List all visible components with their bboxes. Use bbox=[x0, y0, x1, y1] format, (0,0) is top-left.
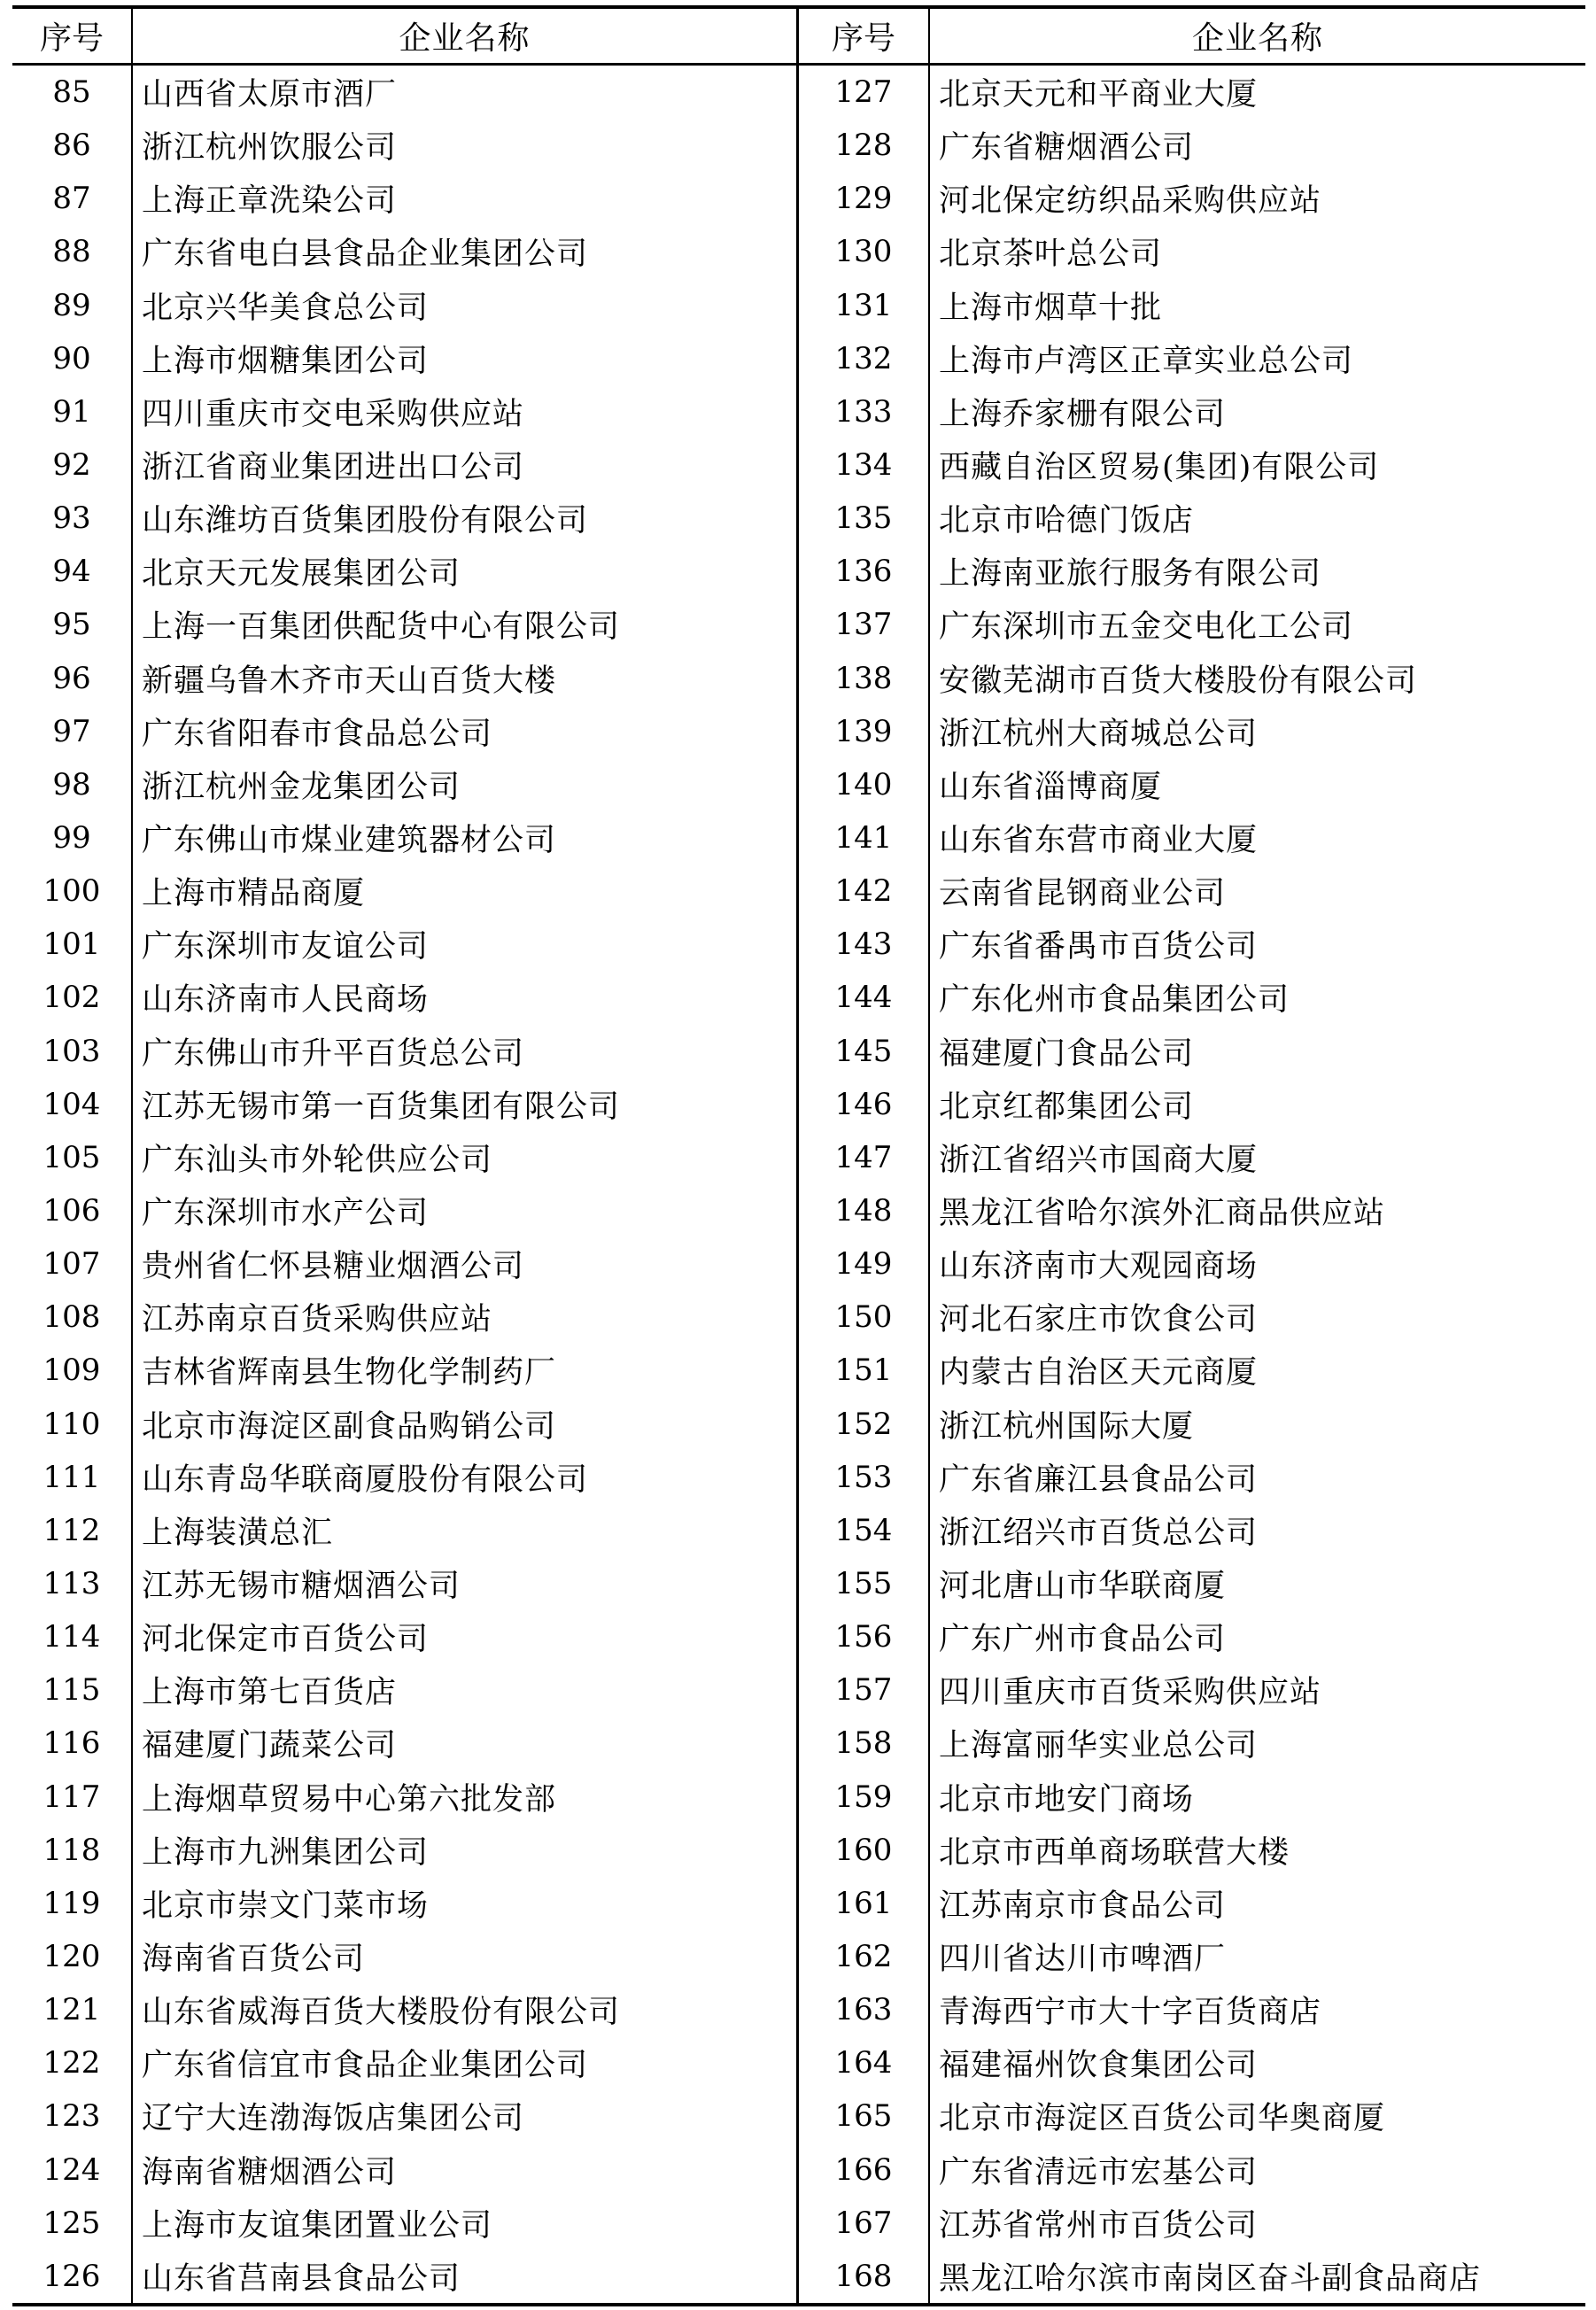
right-serial-cell: 128 bbox=[799, 119, 930, 172]
right-serial-cell: 153 bbox=[799, 1451, 930, 1504]
left-serial-cell: 119 bbox=[12, 1877, 133, 1930]
right-name-cell: 上海富丽华实业总公司 bbox=[939, 1728, 1259, 1764]
right-name-cell: 北京市哈德门饭店 bbox=[939, 503, 1195, 539]
left-name-cell: 上海烟草贸易中心第六批发部 bbox=[133, 1771, 799, 1824]
left-serial-cell: 90 bbox=[12, 332, 133, 385]
right-name-cell: 黑龙江省哈尔滨外汇商品供应站 bbox=[939, 1196, 1386, 1232]
left-serial-cell: 120 bbox=[12, 1930, 133, 1983]
right-name-cell: 浙江省绍兴市国商大厦 bbox=[939, 1142, 1259, 1178]
left-serial-cell: 96 bbox=[12, 652, 133, 705]
left-serial-cell: 110 bbox=[12, 1398, 133, 1451]
left-name-cell: 山西省太原市酒厂 bbox=[133, 66, 799, 119]
right-name-cell: 河北保定纺织品采购供应站 bbox=[939, 183, 1322, 220]
left-serial-cell: 95 bbox=[12, 598, 133, 651]
table-row bbox=[12, 1663, 1585, 1717]
left-name-cell: 北京市崇文门菜市场 bbox=[133, 1877, 799, 1930]
table-row bbox=[12, 66, 1585, 119]
table-row bbox=[12, 1824, 1585, 1877]
table-row bbox=[12, 492, 1585, 545]
left-name-cell: 吉林省辉南县生物化学制药厂 bbox=[133, 1344, 799, 1397]
left-serial-cell: 101 bbox=[12, 918, 133, 971]
left-serial-cell: 124 bbox=[12, 2143, 133, 2196]
right-serial-cell: 139 bbox=[799, 705, 930, 758]
right-serial-cell: 136 bbox=[799, 545, 930, 598]
table-row bbox=[12, 119, 1585, 172]
right-name-cell: 北京市地安门商场 bbox=[939, 1781, 1195, 1818]
left-serial-cell: 125 bbox=[12, 2197, 133, 2250]
right-name-cell: 上海乔家栅有限公司 bbox=[939, 396, 1227, 432]
right-name-cell: 山东省淄博商厦 bbox=[939, 769, 1163, 805]
left-name-cell: 河北保定市百货公司 bbox=[133, 1610, 799, 1663]
table-row bbox=[12, 1930, 1585, 1983]
left-name-cell: 北京市海淀区副食品购销公司 bbox=[133, 1398, 799, 1451]
right-serial-cell: 143 bbox=[799, 918, 930, 971]
left-name-cell: 福建厦门蔬菜公司 bbox=[133, 1717, 799, 1770]
left-name-cell: 海南省百货公司 bbox=[133, 1930, 799, 1983]
table-row bbox=[12, 918, 1585, 971]
right-serial-cell: 133 bbox=[799, 385, 930, 438]
left-serial-cell: 109 bbox=[12, 1344, 133, 1397]
table-row bbox=[12, 811, 1585, 864]
table-row bbox=[12, 2089, 1585, 2143]
left-name-cell: 北京兴华美食总公司 bbox=[133, 279, 799, 332]
left-serial-cell: 107 bbox=[12, 1237, 133, 1291]
left-serial-cell: 112 bbox=[12, 1504, 133, 1557]
left-serial-cell: 97 bbox=[12, 705, 133, 758]
right-name-cell: 浙江杭州国际大厦 bbox=[939, 1408, 1195, 1445]
left-name-cell: 广东省电白县食品企业集团公司 bbox=[133, 225, 799, 278]
right-name-cell: 北京市海淀区百货公司华奥商厦 bbox=[939, 2101, 1386, 2137]
table-row bbox=[12, 1877, 1585, 1930]
left-name-cell: 山东潍坊百货集团股份有限公司 bbox=[133, 492, 799, 545]
right-serial-cell: 137 bbox=[799, 598, 930, 651]
right-name-cell: 西藏自治区贸易(集团)有限公司 bbox=[939, 450, 1380, 486]
left-name-cell: 山东济南市人民商场 bbox=[133, 971, 799, 1024]
right-serial-cell: 130 bbox=[799, 225, 930, 278]
left-serial-cell: 126 bbox=[12, 2250, 133, 2303]
left-name-cell: 上海市精品商厦 bbox=[133, 864, 799, 918]
left-serial-cell: 123 bbox=[12, 2089, 133, 2143]
right-name-cell: 福建厦门食品公司 bbox=[939, 1035, 1195, 1072]
left-name-cell: 浙江杭州饮服公司 bbox=[133, 119, 799, 172]
left-serial-cell: 113 bbox=[12, 1557, 133, 1610]
left-name-cell: 广东佛山市煤业建筑器材公司 bbox=[133, 811, 799, 864]
right-name-cell: 北京红都集团公司 bbox=[939, 1089, 1195, 1125]
table-row bbox=[12, 1398, 1585, 1451]
left-serial-cell: 108 bbox=[12, 1291, 133, 1344]
table-row bbox=[12, 225, 1585, 278]
right-name-cell: 山东济南市大观园商场 bbox=[939, 1249, 1259, 1285]
left-serial-cell: 114 bbox=[12, 1610, 133, 1663]
left-name-cell: 广东佛山市升平百货总公司 bbox=[133, 1025, 799, 1078]
right-name-cell: 云南省昆钢商业公司 bbox=[939, 876, 1227, 912]
right-serial-cell: 142 bbox=[799, 864, 930, 918]
right-serial-cell: 150 bbox=[799, 1291, 930, 1344]
right-serial-cell: 127 bbox=[799, 66, 930, 119]
table-row bbox=[12, 1771, 1585, 1824]
table-row bbox=[12, 2036, 1585, 2089]
right-name-cell: 福建福州饮食集团公司 bbox=[939, 2048, 1259, 2084]
table-row bbox=[12, 705, 1585, 758]
table-row bbox=[12, 172, 1585, 225]
left-serial-cell: 99 bbox=[12, 811, 133, 864]
table-header-row bbox=[12, 9, 1585, 66]
right-serial-cell: 144 bbox=[799, 971, 930, 1024]
header-serial-right: 序号 bbox=[799, 9, 930, 63]
right-serial-cell: 156 bbox=[799, 1610, 930, 1663]
table-row bbox=[12, 1291, 1585, 1344]
left-name-cell: 山东青岛华联商厦股份有限公司 bbox=[133, 1451, 799, 1504]
right-serial-cell: 138 bbox=[799, 652, 930, 705]
header-name-right: 企业名称 bbox=[1191, 20, 1323, 57]
left-name-cell: 广东省阳春市食品总公司 bbox=[133, 705, 799, 758]
left-serial-cell: 104 bbox=[12, 1078, 133, 1131]
right-serial-cell: 146 bbox=[799, 1078, 930, 1131]
left-name-cell: 广东深圳市友谊公司 bbox=[133, 918, 799, 971]
right-serial-cell: 129 bbox=[799, 172, 930, 225]
left-name-cell: 山东省威海百货大楼股份有限公司 bbox=[133, 1983, 799, 2036]
left-serial-cell: 116 bbox=[12, 1717, 133, 1770]
left-serial-cell: 105 bbox=[12, 1131, 133, 1184]
table-row bbox=[12, 652, 1585, 705]
left-serial-cell: 88 bbox=[12, 225, 133, 278]
table-row bbox=[12, 864, 1585, 918]
right-name-cell: 广东省糖烟酒公司 bbox=[939, 130, 1195, 167]
right-name-cell: 上海市烟草十批 bbox=[939, 290, 1163, 326]
right-serial-cell: 168 bbox=[799, 2250, 930, 2303]
right-name-cell: 北京天元和平商业大厦 bbox=[939, 77, 1259, 113]
left-serial-cell: 117 bbox=[12, 1771, 133, 1824]
right-name-cell: 四川省达川市啤酒厂 bbox=[939, 1941, 1227, 1977]
right-serial-cell: 166 bbox=[799, 2143, 930, 2196]
right-name-cell: 浙江杭州大商城总公司 bbox=[939, 716, 1259, 752]
right-name-cell: 广东省廉江县食品公司 bbox=[939, 1461, 1259, 1498]
right-serial-cell: 151 bbox=[799, 1344, 930, 1397]
right-name-cell: 山东省东营市商业大厦 bbox=[939, 823, 1259, 859]
table-row bbox=[12, 385, 1585, 438]
left-serial-cell: 85 bbox=[12, 66, 133, 119]
right-name-cell: 广东省番禺市百货公司 bbox=[939, 929, 1259, 965]
table-row bbox=[12, 1610, 1585, 1663]
table-row bbox=[12, 1131, 1585, 1184]
table-row bbox=[12, 1717, 1585, 1770]
left-name-cell: 四川重庆市交电采购供应站 bbox=[133, 385, 799, 438]
left-name-cell: 广东汕头市外轮供应公司 bbox=[133, 1131, 799, 1184]
left-name-cell: 山东省莒南县食品公司 bbox=[133, 2250, 799, 2303]
right-name-cell: 四川重庆市百货采购供应站 bbox=[939, 1675, 1322, 1711]
table-row bbox=[12, 2143, 1585, 2196]
left-serial-cell: 102 bbox=[12, 971, 133, 1024]
table-row bbox=[12, 545, 1585, 598]
left-serial-cell: 89 bbox=[12, 279, 133, 332]
left-name-cell: 贵州省仁怀县糖业烟酒公司 bbox=[133, 1237, 799, 1291]
right-name-cell: 北京茶叶总公司 bbox=[939, 236, 1163, 273]
right-name-cell: 广东广州市食品公司 bbox=[939, 1622, 1227, 1658]
table-row bbox=[12, 758, 1585, 811]
left-serial-cell: 92 bbox=[12, 438, 133, 492]
left-name-cell: 北京天元发展集团公司 bbox=[133, 545, 799, 598]
enterprise-table bbox=[12, 5, 1585, 2306]
right-serial-cell: 134 bbox=[799, 438, 930, 492]
left-name-cell: 广东省信宜市食品企业集团公司 bbox=[133, 2036, 799, 2089]
left-name-cell: 上海市友谊集团置业公司 bbox=[133, 2197, 799, 2250]
left-serial-cell: 94 bbox=[12, 545, 133, 598]
right-serial-cell: 141 bbox=[799, 811, 930, 864]
table-row bbox=[12, 332, 1585, 385]
right-serial-cell: 149 bbox=[799, 1237, 930, 1291]
table-row bbox=[12, 1237, 1585, 1291]
left-name-cell: 新疆乌鲁木齐市天山百货大楼 bbox=[133, 652, 799, 705]
left-name-cell: 江苏无锡市糖烟酒公司 bbox=[133, 1557, 799, 1610]
right-serial-cell: 158 bbox=[799, 1717, 930, 1770]
header-name-left: 企业名称 bbox=[133, 9, 799, 63]
left-serial-cell: 87 bbox=[12, 172, 133, 225]
right-name-cell: 青海西宁市大十字百货商店 bbox=[939, 1995, 1322, 2031]
table-row bbox=[12, 1557, 1585, 1610]
right-serial-cell: 163 bbox=[799, 1983, 930, 2036]
right-serial-cell: 167 bbox=[799, 2197, 930, 2250]
right-name-cell: 江苏南京市食品公司 bbox=[939, 1888, 1227, 1924]
right-name-cell: 浙江绍兴市百货总公司 bbox=[939, 1515, 1259, 1551]
table-row bbox=[12, 1025, 1585, 1078]
table-row bbox=[12, 1078, 1585, 1131]
left-serial-cell: 122 bbox=[12, 2036, 133, 2089]
table-row bbox=[12, 1184, 1585, 1237]
right-serial-cell: 160 bbox=[799, 1824, 930, 1877]
right-name-cell: 河北石家庄市饮食公司 bbox=[939, 1302, 1259, 1338]
right-name-cell: 广东化州市食品集团公司 bbox=[939, 982, 1290, 1019]
left-serial-cell: 118 bbox=[12, 1824, 133, 1877]
right-serial-cell: 155 bbox=[799, 1557, 930, 1610]
right-serial-cell: 135 bbox=[799, 492, 930, 545]
right-name-cell: 北京市西单商场联营大楼 bbox=[939, 1834, 1290, 1871]
left-name-cell: 辽宁大连渤海饭店集团公司 bbox=[133, 2089, 799, 2143]
left-serial-cell: 93 bbox=[12, 492, 133, 545]
right-name-cell: 内蒙古自治区天元商厦 bbox=[939, 1355, 1259, 1391]
left-serial-cell: 115 bbox=[12, 1663, 133, 1717]
left-name-cell: 上海装潢总汇 bbox=[133, 1504, 799, 1557]
right-name-cell: 安徽芜湖市百货大楼股份有限公司 bbox=[939, 663, 1418, 699]
left-serial-cell: 121 bbox=[12, 1983, 133, 2036]
right-name-cell: 广东深圳市五金交电化工公司 bbox=[939, 609, 1354, 646]
left-name-cell: 浙江杭州金龙集团公司 bbox=[133, 758, 799, 811]
right-serial-cell: 132 bbox=[799, 332, 930, 385]
right-serial-cell: 162 bbox=[799, 1930, 930, 1983]
right-serial-cell: 145 bbox=[799, 1025, 930, 1078]
right-name-cell: 上海南亚旅行服务有限公司 bbox=[939, 556, 1322, 593]
right-serial-cell: 154 bbox=[799, 1504, 930, 1557]
left-name-cell: 上海一百集团供配货中心有限公司 bbox=[133, 598, 799, 651]
right-serial-cell: 157 bbox=[799, 1663, 930, 1717]
right-serial-cell: 164 bbox=[799, 2036, 930, 2089]
right-serial-cell: 161 bbox=[799, 1877, 930, 1930]
table-row bbox=[12, 1983, 1585, 2036]
left-name-cell: 上海市九洲集团公司 bbox=[133, 1824, 799, 1877]
right-name-cell: 上海市卢湾区正章实业总公司 bbox=[939, 343, 1354, 379]
right-name-cell: 河北唐山市华联商厦 bbox=[939, 1569, 1227, 1604]
left-serial-cell: 86 bbox=[12, 119, 133, 172]
left-name-cell: 海南省糖烟酒公司 bbox=[133, 2143, 799, 2196]
table-row bbox=[12, 2197, 1585, 2250]
left-name-cell: 江苏无锡市第一百货集团有限公司 bbox=[133, 1078, 799, 1131]
table-row bbox=[12, 438, 1585, 492]
header-serial-left: 序号 bbox=[12, 9, 133, 63]
left-name-cell: 上海市第七百货店 bbox=[133, 1663, 799, 1717]
right-serial-cell: 148 bbox=[799, 1184, 930, 1237]
table-row bbox=[12, 1504, 1585, 1557]
table-row bbox=[12, 1344, 1585, 1397]
left-name-cell: 上海市烟糖集团公司 bbox=[133, 332, 799, 385]
right-serial-cell: 165 bbox=[799, 2089, 930, 2143]
left-serial-cell: 103 bbox=[12, 1025, 133, 1078]
left-serial-cell: 98 bbox=[12, 758, 133, 811]
right-serial-cell: 159 bbox=[799, 1771, 930, 1824]
left-serial-cell: 91 bbox=[12, 385, 133, 438]
right-name-cell: 江苏省常州市百货公司 bbox=[939, 2207, 1259, 2244]
right-name-cell: 黑龙江哈尔滨市南岗区奋斗副食品商店 bbox=[939, 2260, 1482, 2297]
left-serial-cell: 111 bbox=[12, 1451, 133, 1504]
table-row bbox=[12, 598, 1585, 651]
left-name-cell: 广东深圳市水产公司 bbox=[133, 1184, 799, 1237]
table-row bbox=[12, 1451, 1585, 1504]
table-body bbox=[12, 66, 1585, 2303]
table-row bbox=[12, 971, 1585, 1024]
left-name-cell: 浙江省商业集团进出口公司 bbox=[133, 438, 799, 492]
table-row bbox=[12, 279, 1585, 332]
right-serial-cell: 140 bbox=[799, 758, 930, 811]
right-name-cell: 广东省清远市宏基公司 bbox=[939, 2154, 1259, 2190]
right-serial-cell: 131 bbox=[799, 279, 930, 332]
left-name-cell: 江苏南京百货采购供应站 bbox=[133, 1291, 799, 1344]
left-name-cell: 上海正章洗染公司 bbox=[133, 172, 799, 225]
left-serial-cell: 100 bbox=[12, 864, 133, 918]
left-serial-cell: 106 bbox=[12, 1184, 133, 1237]
right-serial-cell: 152 bbox=[799, 1398, 930, 1451]
table-row bbox=[12, 2250, 1585, 2303]
right-serial-cell: 147 bbox=[799, 1131, 930, 1184]
